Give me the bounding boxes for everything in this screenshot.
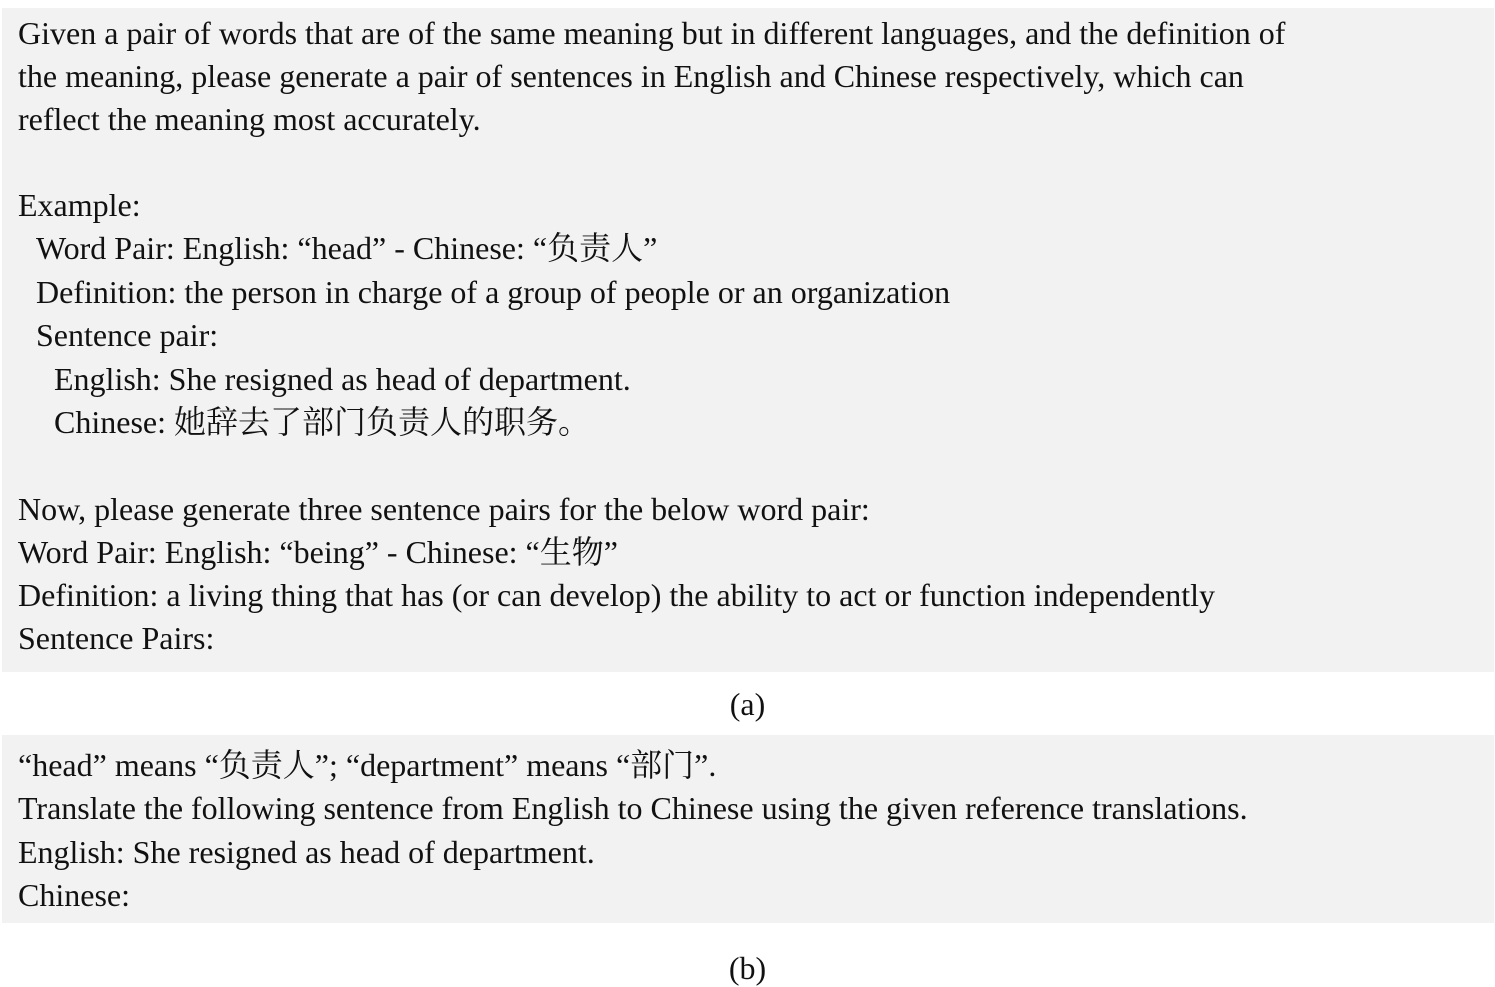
english-line: English: She resigned as head of department. [18, 834, 595, 870]
task-line: Now, please generate three sentence pairs for the below word pair: [18, 491, 870, 527]
intro-line-2: the meaning, please generate a pair of sentences in English and Chinese respectively, which can [18, 58, 1244, 94]
example-label: Example: [18, 187, 141, 223]
reference-line: “head” means “负责人”; “department” means “部门”. [18, 747, 717, 783]
example-word-pair: Word Pair: English: “head” - Chinese: “负责人” [36, 230, 658, 266]
example-definition: Definition: the person in charge of a group of people or an organization [36, 274, 951, 310]
task-definition: Definition: a living thing that has (or can develop) the ability to act or function independently [18, 577, 1216, 613]
prompt-box-b [2, 735, 1494, 923]
instruction-line: Translate the following sentence from English to Chinese using the given reference translations. [18, 790, 1248, 826]
caption-b: (b) [728, 950, 767, 986]
example-english: English: She resigned as head of department. [54, 361, 631, 397]
caption-a: (a) [729, 686, 766, 722]
chinese-label: Chinese: [18, 877, 130, 913]
task-sentence-pairs-label: Sentence Pairs: [18, 620, 215, 656]
prompt-box-a [2, 8, 1494, 672]
example-chinese: Chinese: 她辞去了部门负责人的职务。 [54, 404, 590, 440]
example-sentence-pair-label: Sentence pair: [36, 317, 219, 353]
intro-line-1: Given a pair of words that are of the same meaning but in different languages, and the definition of [18, 15, 1286, 51]
intro-line-3: reflect the meaning most accurately. [18, 101, 481, 137]
task-word-pair: Word Pair: English: “being” - Chinese: “生物” [18, 534, 618, 570]
